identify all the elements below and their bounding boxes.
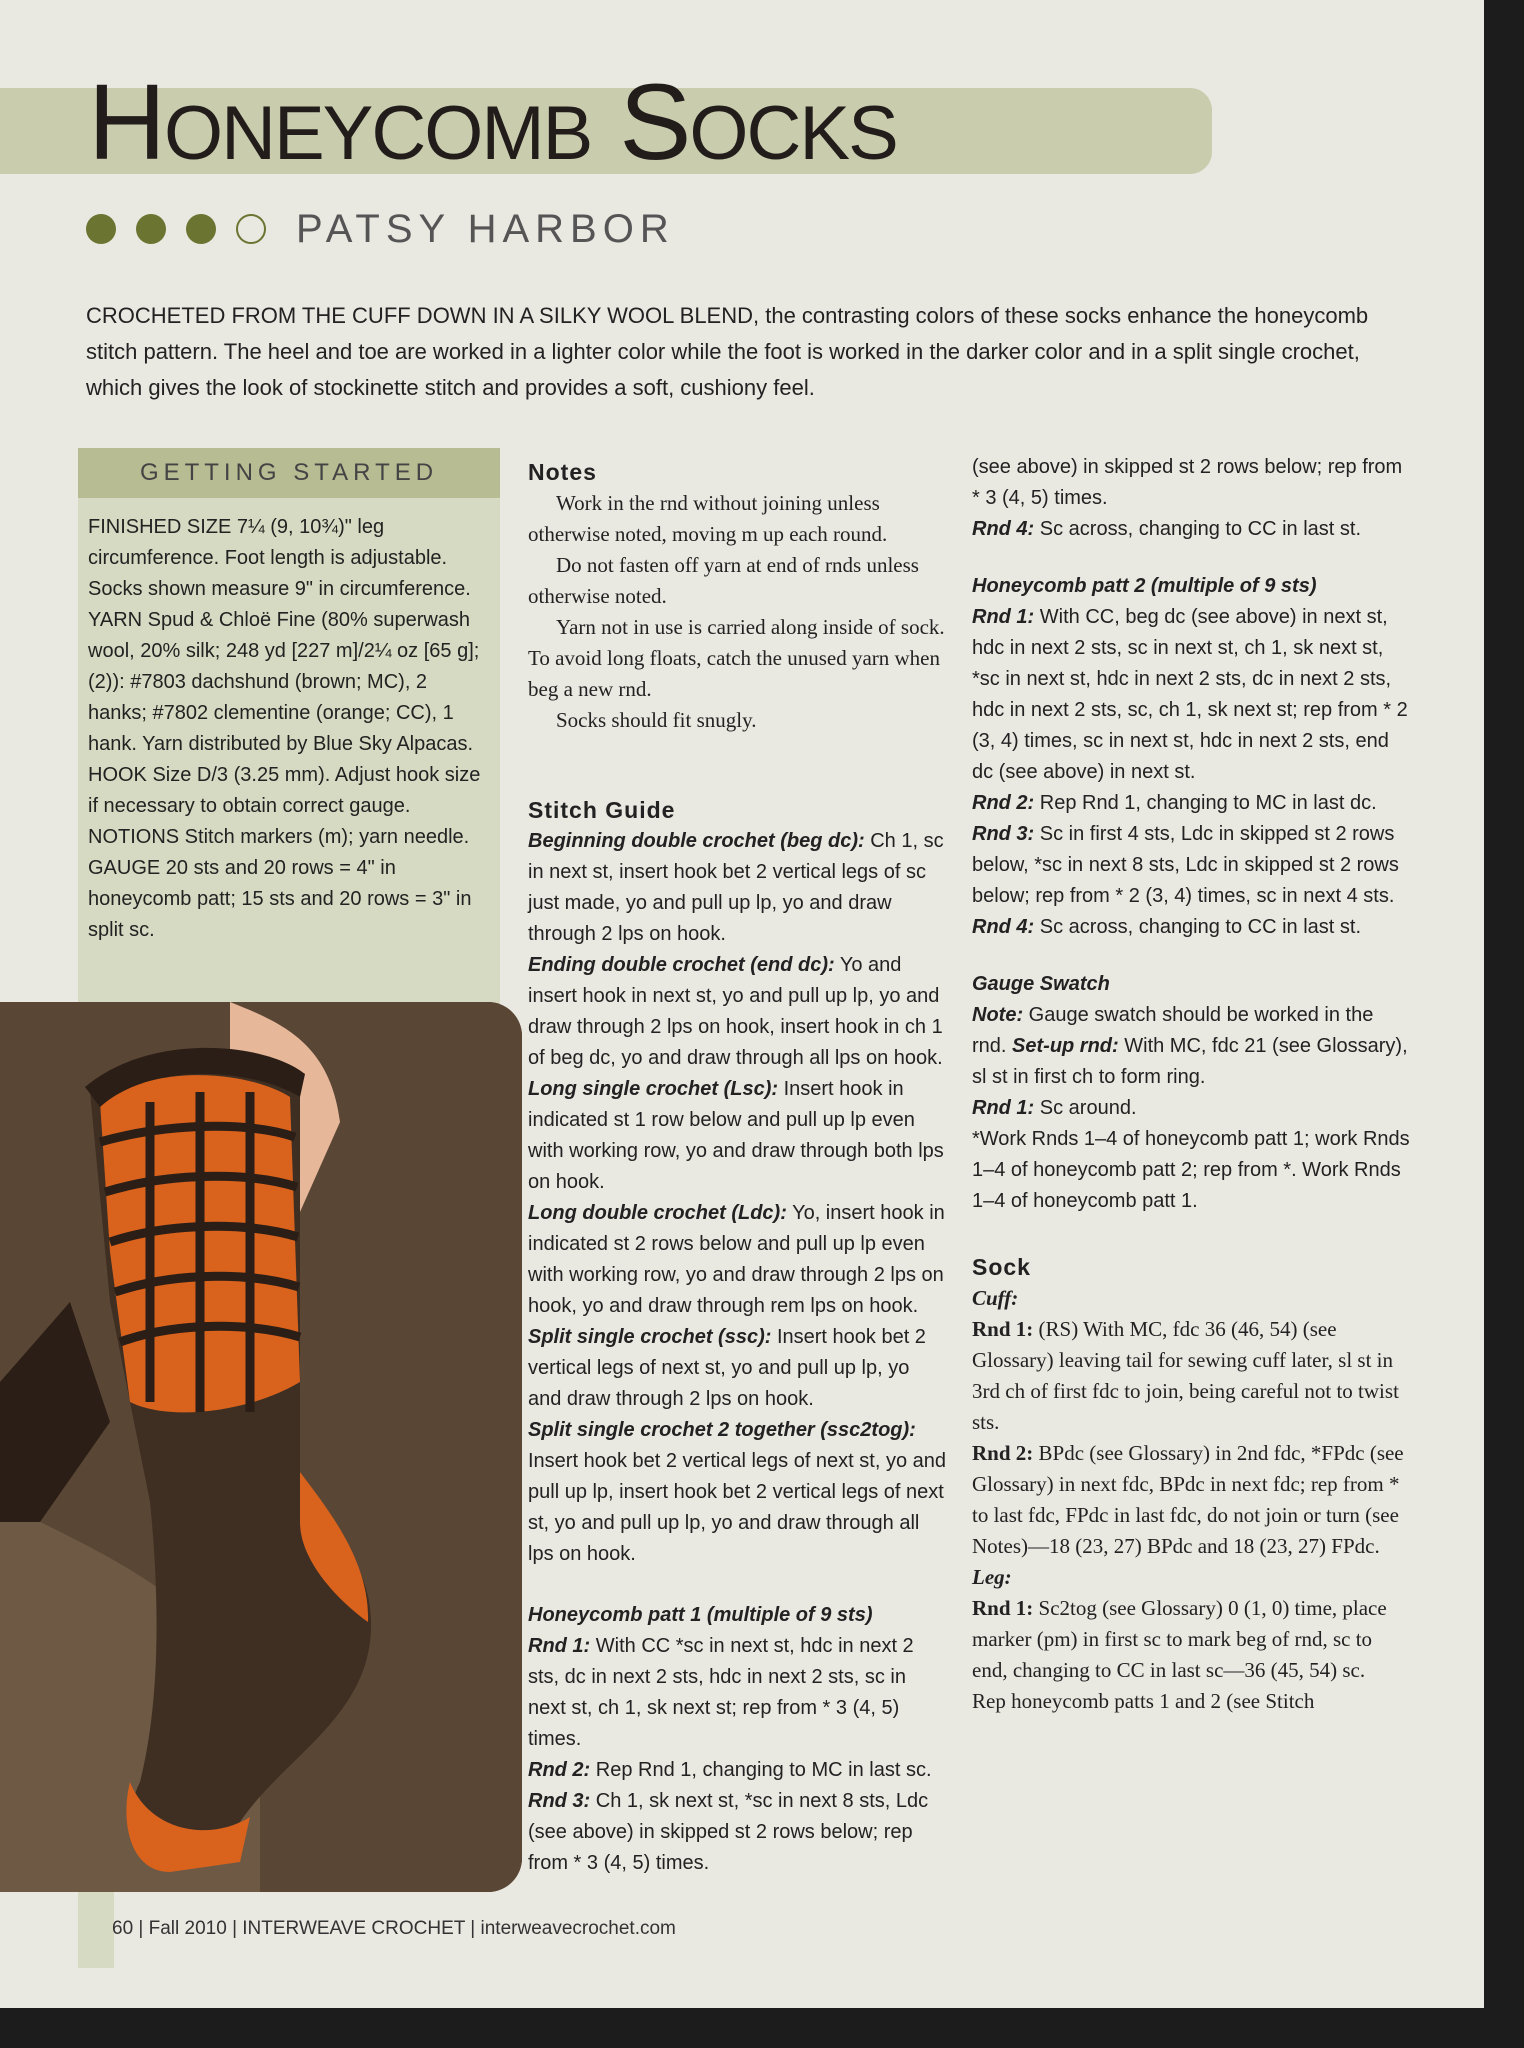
row-text: With CC, beg dc (see above) in next st, hdc in next 2 sts, sc in next st, ch 1, sk next st, *sc in next st, hdc in next 2 sts, dc in next 2 sts, hdc in next 2 sts, sc, ch 1, sk next st; rep from * 2 (3, 4) times, sc in next st, hdc in next 2 sts, end dc (see above) in next st.	[972, 606, 1408, 783]
row-text: Sc in first 4 sts, Ldc in skipped st 2 rows below, *sc in next 8 sts, Ldc in skipped st 2 rows below; rep from * 2 (3, 4) times, sc in next 4 sts.	[972, 823, 1399, 907]
stitch-text: Yo, insert hook in indicated st 2 rows below and pull up lp even with working row, yo and draw through 2 lps on hook, yo and draw through rem lps on hook.	[528, 1202, 945, 1317]
sidebar-item	[88, 605, 490, 760]
pattern-row	[528, 1755, 948, 1786]
sidebar-item-key: FINISHED SIZE	[88, 516, 232, 538]
skill-dot-filled-icon	[86, 214, 116, 244]
stitch-entry	[528, 1415, 948, 1570]
sidebar-item-text: Spud & Chloë Fine (80% superwash wool, 20% silk; 248 yd [227 m]/2¼ oz [65 g]; (2)): #7803 dachshund (brown; MC), 2 hanks; #7802 clementine (orange; CC), 1 hank. Yarn distributed by Blue Sky Alpacas.	[88, 609, 480, 755]
getting-started-sidebar	[78, 448, 500, 1008]
stitch-term: Beginning double crochet (beg dc):	[528, 830, 865, 852]
stitch-term: Long double crochet (Ldc):	[528, 1202, 787, 1224]
stitch-text: Insert hook bet 2 vertical legs of next st, yo and pull up lp, yo and draw through 2 lps on hook.	[528, 1326, 926, 1410]
page-title: Honeycomb Socks	[88, 61, 897, 182]
sidebar-item-key: YARN	[88, 609, 143, 631]
gauge-note	[972, 1000, 1412, 1093]
row-text: (see above) in skipped st 2 rows below; rep from * 3 (4, 5) times.	[972, 456, 1403, 509]
sidebar-item-text: 7¼ (9, 10¾)" leg circumference. Foot length is adjustable. Socks shown measure 9" in circumference.	[88, 516, 471, 600]
row-text: With CC *sc in next st, hdc in next 2 sts, dc in next 2 sts, hdc in next 2 sts, sc in next st, ch 1, sk next st; rep from * 3 (4, 5) times.	[528, 1635, 914, 1750]
page-edge-shadow	[1484, 0, 1524, 2048]
sidebar-item-text: Size D/3 (3.25 mm). Adjust hook size if necessary to obtain correct gauge.	[88, 764, 481, 817]
row-label: Rnd 3:	[528, 1790, 591, 1812]
row-label: Rnd 3:	[972, 823, 1035, 845]
row-label: Rnd 4:	[972, 518, 1035, 540]
stitch-text: Ch 1, sc in next st, insert hook bet 2 vertical legs of sc just made, yo and pull up lp, yo and draw through 2 lps on hook.	[528, 830, 944, 945]
row-text: Sc around.	[1034, 1097, 1137, 1119]
row-text: Rep Rnd 1, changing to MC in last dc.	[1034, 792, 1377, 814]
sock-heading: Sock	[972, 1254, 1031, 1280]
stitch-entry	[528, 826, 948, 950]
author-name: PATSY HARBOR	[296, 206, 675, 251]
page-bottom-shadow	[0, 2008, 1524, 2048]
notes-paragraph: Work in the rnd without joining unless otherwise noted, moving m up each round.	[528, 491, 888, 546]
stitch-entry	[528, 1198, 948, 1322]
skill-dot-empty-icon	[236, 214, 266, 244]
gauge-repeat: *Work Rnds 1–4 of honeycomb patt 1; work Rnds 1–4 of honeycomb patt 2; rep from *. Work Rnds 1–4 of honeycomb patt 1.	[972, 1128, 1410, 1212]
row-label: Rnd 4:	[972, 916, 1035, 938]
pattern-row	[972, 912, 1412, 943]
row-text: BPdc (see Glossary) in 2nd fdc, *FPdc (see Glossary) in next fdc, BPdc in next fdc; rep from * to last fdc, FPdc in last fdc, do not join or turn (see Notes)—18 (23, 27) BPdc and 18 (23, 27) FPdc.	[972, 1441, 1404, 1558]
leg-continue: Rep honeycomb patts 1 and 2 (see Stitch	[972, 1689, 1315, 1713]
intro-text: the contrasting colors of these socks enhance the honeycomb stitch pattern. The heel and toe are worked in a lighter color while the foot is worked in the darker color and in a split single crochet, which gives the look of stockinette stitch and provides a soft, cushiony feel.	[86, 303, 1369, 400]
sidebar-item-key: NOTIONS	[88, 826, 180, 848]
pattern-row	[972, 514, 1412, 545]
notes-paragraph: Socks should fit snugly.	[556, 708, 757, 732]
note-text: Gauge swatch should be worked in the rnd.	[972, 1004, 1374, 1057]
row-text: Sc across, changing to CC in last st.	[1034, 916, 1362, 938]
row-label: Rnd 1:	[972, 1097, 1035, 1119]
skill-dot-filled-icon	[136, 214, 166, 244]
sidebar-item-text: 20 sts and 20 rows = 4" in honeycomb patt; 15 sts and 20 rows = 3" in split sc.	[88, 857, 472, 941]
setup-text: With MC, fdc 21 (see Glossary), sl st in first ch to form ring.	[972, 1035, 1408, 1088]
stitch-text: Insert hook in indicated st 1 row below and pull up lp even with working row, yo and draw through both lps on hook.	[528, 1078, 944, 1193]
stitch-guide-heading: Stitch Guide	[528, 797, 676, 823]
byline	[86, 204, 675, 254]
stitch-entry	[528, 1074, 948, 1198]
sidebar-item	[88, 512, 490, 605]
row-text: Rep Rnd 1, changing to MC in last sc.	[590, 1759, 932, 1781]
stitch-term: Long single crochet (Lsc):	[528, 1078, 779, 1100]
pattern-row	[528, 1786, 948, 1879]
sidebar-body	[78, 498, 500, 946]
honeycomb2-heading: Honeycomb patt 2 (multiple of 9 sts)	[972, 575, 1317, 597]
column-middle	[528, 456, 948, 1879]
stitch-entry	[528, 1322, 948, 1415]
cuff-heading: Cuff:	[972, 1286, 1019, 1310]
intro-lead: CROCHETED FROM THE CUFF DOWN IN A SILKY WOOL BLEND,	[86, 303, 760, 328]
pattern-row	[972, 788, 1412, 819]
row-label: Rnd 2:	[972, 792, 1035, 814]
stitch-entry	[528, 950, 948, 1074]
pattern-row	[972, 1438, 1412, 1562]
gauge-swatch-heading: Gauge Swatch	[972, 973, 1110, 995]
skill-dot-filled-icon	[186, 214, 216, 244]
sock-illustration	[0, 1002, 522, 1892]
sidebar-item	[88, 853, 490, 946]
page-footer: 60 | Fall 2010 | INTERWEAVE CROCHET | interweavecrochet.com	[112, 1918, 676, 1939]
sidebar-heading: GETTING STARTED	[78, 448, 500, 498]
row-text: Sc2tog (see Glossary) 0 (1, 0) time, place marker (pm) in first sc to mark beg of rnd, sc to end, changing to CC in last sc—36 (45, 54) sc.	[972, 1596, 1387, 1682]
intro-paragraph	[86, 298, 1416, 406]
row-label: Rnd 1:	[972, 1596, 1034, 1620]
row-label: Rnd 1:	[528, 1635, 591, 1657]
stitch-term: Split single crochet 2 together (ssc2tog):	[528, 1419, 916, 1441]
sidebar-item-key: GAUGE	[88, 857, 161, 879]
leg-heading: Leg:	[972, 1565, 1012, 1589]
pattern-row	[972, 1593, 1412, 1686]
row-label: Rnd 1:	[972, 1317, 1034, 1341]
notes-paragraph: Yarn not in use is carried along inside of sock. To avoid long floats, catch the unused yarn when beg a new rnd.	[528, 615, 945, 701]
row-text: (RS) With MC, fdc 36 (46, 54) (see Glossary) leaving tail for sewing cuff later, sl st in 3rd ch of first fdc to join, being careful not to twist sts.	[972, 1317, 1399, 1434]
row-text: Ch 1, sk next st, *sc in next 8 sts, Ldc (see above) in skipped st 2 rows below; rep from * 3 (4, 5) times.	[528, 1790, 929, 1874]
row-label: Rnd 1:	[972, 606, 1035, 628]
stitch-text: Yo and insert hook in next st, yo and pull up lp, yo and draw through 2 lps on hook, insert hook in ch 1 of beg dc, yo and draw through all lps on hook.	[528, 954, 943, 1069]
pattern-row	[972, 452, 1412, 514]
pattern-row	[972, 819, 1412, 912]
gauge-rnd1	[972, 1093, 1412, 1124]
notes-paragraph: Do not fasten off yarn at end of rnds unless otherwise noted.	[528, 553, 919, 608]
pattern-row	[972, 1314, 1412, 1438]
sock-photo	[0, 1002, 522, 1892]
pattern-row	[972, 602, 1412, 788]
column-right	[972, 452, 1412, 1717]
row-label: Rnd 2:	[972, 1441, 1034, 1465]
sidebar-item-text: Stitch markers (m); yarn needle.	[179, 826, 470, 848]
stitch-term: Ending double crochet (end dc):	[528, 954, 835, 976]
stitch-text: Insert hook bet 2 vertical legs of next st, yo and pull up lp, insert hook bet 2 vertical legs of next st, yo and pull up lp, yo and draw through all lps on hook.	[528, 1450, 947, 1565]
setup-label: Set-up rnd:	[1012, 1035, 1119, 1057]
stitch-term: Split single crochet (ssc):	[528, 1326, 772, 1348]
sidebar-item-key: HOOK	[88, 764, 147, 786]
row-text: Sc across, changing to CC in last st.	[1034, 518, 1362, 540]
sidebar-item	[88, 822, 490, 853]
note-label: Note:	[972, 1004, 1024, 1026]
sidebar-item	[88, 760, 490, 822]
honeycomb1-heading: Honeycomb patt 1 (multiple of 9 sts)	[528, 1604, 873, 1626]
row-label: Rnd 2:	[528, 1759, 591, 1781]
notes-heading: Notes	[528, 459, 597, 485]
pattern-row	[528, 1631, 948, 1755]
